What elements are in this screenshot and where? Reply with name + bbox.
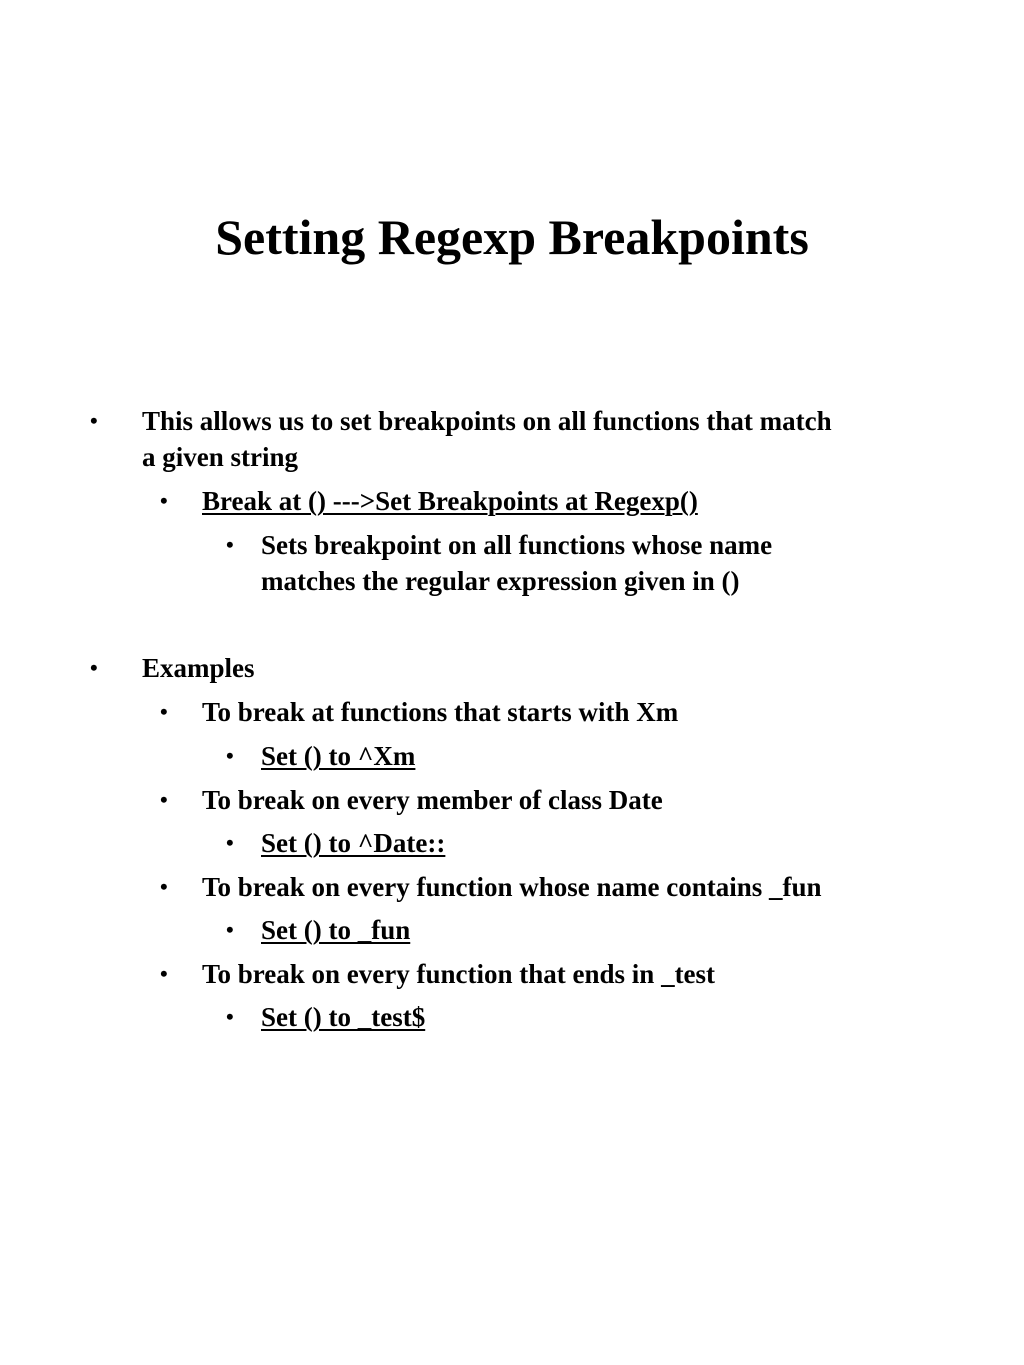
bullet-item-level3 (261, 527, 772, 599)
bullet-icon: • (160, 488, 168, 513)
bullet-icon: • (160, 787, 168, 812)
bullet-item-level3: Set () to _fun (261, 915, 411, 945)
bullet-icon: • (90, 655, 98, 680)
bullet-icon: • (160, 874, 168, 899)
bullet-icon: • (226, 743, 234, 768)
bullet-item-level3: Set () to _test$ (261, 1002, 426, 1032)
bullet-item-level3: Set () to ^Xm (261, 741, 416, 771)
bullet-icon: • (160, 699, 168, 724)
bullet-item-level2: To break on every function that ends in _test (202, 959, 716, 989)
bullet-icon: • (90, 408, 98, 433)
bullet-item-level2: Break at () --->Set Breakpoints at Regexp() (202, 486, 698, 516)
bullet-text-line: Sets breakpoint on all functions whose name (261, 530, 773, 560)
bullet-item-level1 (142, 403, 832, 475)
bullet-icon: • (160, 961, 168, 986)
bullet-icon: • (226, 532, 234, 557)
bullet-text-line: a given string (142, 442, 299, 472)
bullet-item-level2: To break on every member of class Date (202, 785, 663, 815)
bullet-item-level2: To break on every function whose name contains _fun (202, 872, 822, 902)
bullet-text-line: This allows us to set breakpoints on all functions that match (142, 406, 832, 436)
bullet-icon: • (226, 830, 234, 855)
bullet-item-level3: Set () to ^Date:: (261, 828, 446, 858)
bullet-icon: • (226, 1004, 234, 1029)
slide-title: Setting Regexp Breakpoints (215, 209, 809, 265)
bullet-item-level2: To break at functions that starts with Xm (202, 697, 679, 727)
bullet-item-level1: Examples (142, 653, 255, 683)
bullet-icon: • (226, 917, 234, 942)
bullet-text-line: matches the regular expression given in () (261, 566, 740, 596)
